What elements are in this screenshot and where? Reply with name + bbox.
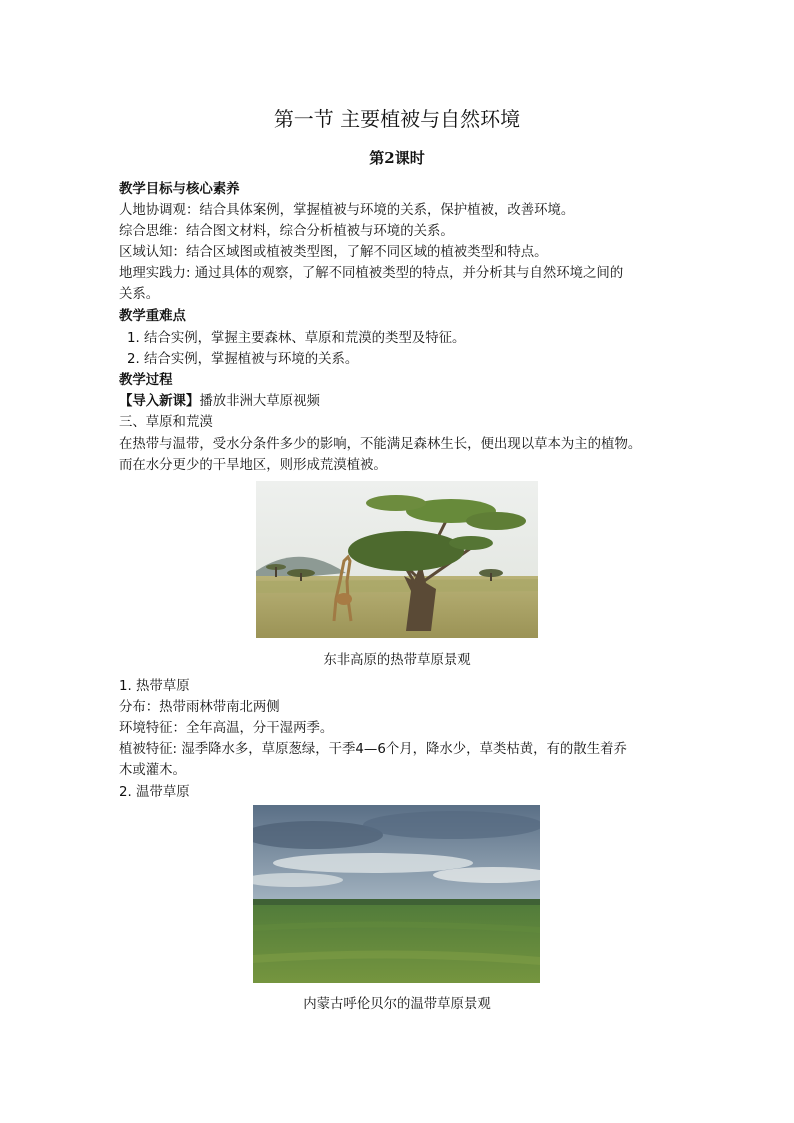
- tropical-distribution: 分布：热带雨林带南北两侧: [119, 700, 280, 715]
- goals-heading: 教学目标与核心素养: [119, 182, 240, 197]
- paragraph-line: 而在水分更少的干旱地区，则形成荒漠植被。: [119, 458, 387, 473]
- tropical-vegetation-cont: 木或灌木。: [119, 763, 186, 778]
- goal-item: 综合思维：结合图文材料，综合分析植被与环境的关系。: [119, 224, 454, 239]
- goal-item: 区域认知：结合区域图或植被类型图，了解不同区域的植被类型和特点。: [119, 245, 548, 260]
- lesson-subtitle: 第2课时: [369, 149, 425, 167]
- intro-text: 播放非洲大草原视频: [199, 394, 320, 409]
- goal-item: 关系。: [119, 287, 160, 302]
- goal-item: 地理实践力: 通过具体的观察，了解不同植被类型的特点，并分析其与自然环境之间的: [119, 266, 624, 281]
- savanna-photo-caption: 东非高原的热带草原景观: [323, 653, 471, 668]
- keypoint-item: 2. 结合实例，掌握植被与环境的关系。: [127, 352, 359, 367]
- savanna-photo: [256, 481, 538, 638]
- goal-item: 人地协调观：结合具体案例，掌握植被与环境的关系，保护植被，改善环境。: [119, 203, 575, 218]
- process-heading: 教学过程: [119, 373, 173, 388]
- page-title: 第一节 主要植被与自然环境: [273, 107, 521, 131]
- keypoints-heading: 教学重难点: [119, 309, 186, 324]
- tropical-vegetation: 植被特征: 湿季降水多，草原葱绿，干季4—6个月，降水少，草类枯黄，有的散生着乔: [119, 742, 627, 757]
- section-heading: 三、草原和荒漠: [119, 415, 213, 430]
- grassland-photo: [253, 805, 540, 983]
- intro-label: 【导入新课】: [119, 394, 200, 409]
- grassland-photo-caption: 内蒙古呼伦贝尔的温带草原景观: [303, 997, 491, 1012]
- intro-line: [119, 392, 689, 412]
- temperate-heading: 2. 温带草原: [119, 785, 190, 800]
- keypoint-item: 1. 结合实例，掌握主要森林、草原和荒漠的类型及特征。: [127, 331, 466, 346]
- tropical-environment: 环境特征：全年高温，分干湿两季。: [119, 721, 334, 736]
- tropical-heading: 1. 热带草原: [119, 679, 190, 694]
- paragraph-line: 在热带与温带，受水分条件多少的影响，不能满足森林生长，便出现以草本为主的植物。: [119, 437, 642, 452]
